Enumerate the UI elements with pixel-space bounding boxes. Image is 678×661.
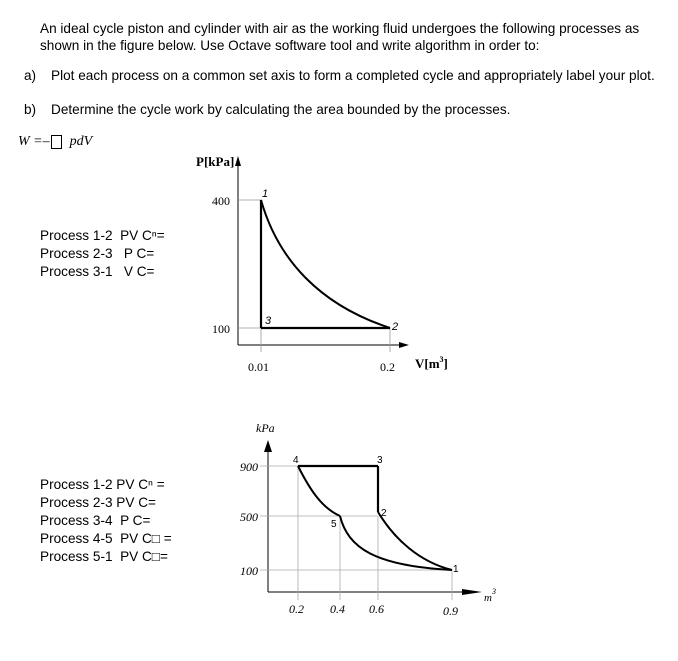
d1-x-axis-label	[415, 355, 448, 371]
d1-point-2: 2	[392, 321, 399, 333]
d1-point-3: 3	[265, 315, 272, 327]
d1-y-axis-arrow	[235, 156, 241, 166]
d1-ytick-400: 400	[212, 194, 230, 208]
d2-ytick-500: 500	[240, 510, 258, 524]
d1-x-axis-label-end: ]	[443, 356, 448, 371]
pv-diagram-1	[196, 154, 448, 374]
d1-point-1: 1	[262, 188, 269, 200]
d1-process-1-2	[261, 200, 390, 328]
d1-x-axis-label-main: V[m	[415, 356, 440, 371]
item-a-label: a)	[24, 68, 37, 83]
d2-y-axis-arrow	[264, 440, 272, 452]
cycle1-process-2-3: Process 2-3 P C=	[40, 246, 155, 261]
cycle2-process-4-5: Process 4-5 PV C□ =	[40, 531, 172, 546]
d1-x-axis-arrow	[399, 342, 409, 348]
cycle2-process-5-1: Process 5-1 PV C□=	[40, 549, 168, 564]
d1-xtick-001: 0.01	[248, 360, 269, 374]
d2-point-2: 2	[381, 508, 387, 519]
cycle2-process-3-4: Process 3-4 P C=	[40, 513, 151, 528]
d2-xtick-06: 0.6	[369, 602, 384, 616]
cycle2-process-1-2: Process 1-2 PV Cⁿ =	[40, 477, 165, 492]
d2-x-axis-arrow	[462, 589, 482, 595]
cycle2-process-2-3: Process 2-3 PV C=	[40, 495, 156, 510]
d2-x-axis-label-main: m	[484, 592, 492, 604]
d2-xtick-02: 0.2	[289, 602, 304, 616]
item-a-text: Plot each process on a common set axis to form a completed cycle and appropriately label your plot.	[51, 68, 655, 83]
d2-x-axis-label-sup: 3	[491, 587, 496, 596]
item-b-label: b)	[24, 102, 37, 117]
d2-xtick-09: 0.9	[443, 604, 458, 618]
d2-process-5-1	[340, 516, 452, 570]
d1-ytick-100: 100	[212, 322, 230, 336]
d2-x-axis-label	[484, 587, 496, 604]
formula-lhs: W =–	[18, 134, 50, 149]
problem-intro: An ideal cycle piston and cylinder with air as the working fluid undergoes the following processes as shown in the figure below. Use Octave software tool and write algorithm in order to:	[40, 21, 640, 53]
d1-xtick-02: 0.2	[380, 360, 395, 374]
cycle1-process-1-2: Process 1-2 PV Cⁿ=	[40, 228, 165, 243]
d2-process-4-5	[298, 466, 340, 516]
formula-rhs: pdV	[69, 134, 93, 149]
d1-y-axis-label: P[kPa]	[196, 154, 235, 169]
d2-ytick-100: 100	[240, 564, 258, 578]
item-b-text: Determine the cycle work by calculating the area bounded by the processes.	[51, 102, 511, 117]
d2-point-5: 5	[331, 519, 337, 530]
d2-y-axis-label: kPa	[256, 421, 275, 435]
d2-xtick-04: 0.4	[330, 602, 345, 616]
cycle1-process-3-1: Process 3-1 V C=	[40, 264, 155, 279]
d2-point-1: 1	[453, 564, 459, 575]
d2-point-4: 4	[293, 455, 299, 466]
d2-ytick-900: 900	[240, 460, 258, 474]
pv-diagram-2	[240, 421, 496, 618]
d2-point-3: 3	[377, 455, 383, 466]
d1-x-axis-label-sup: 3	[439, 355, 444, 364]
